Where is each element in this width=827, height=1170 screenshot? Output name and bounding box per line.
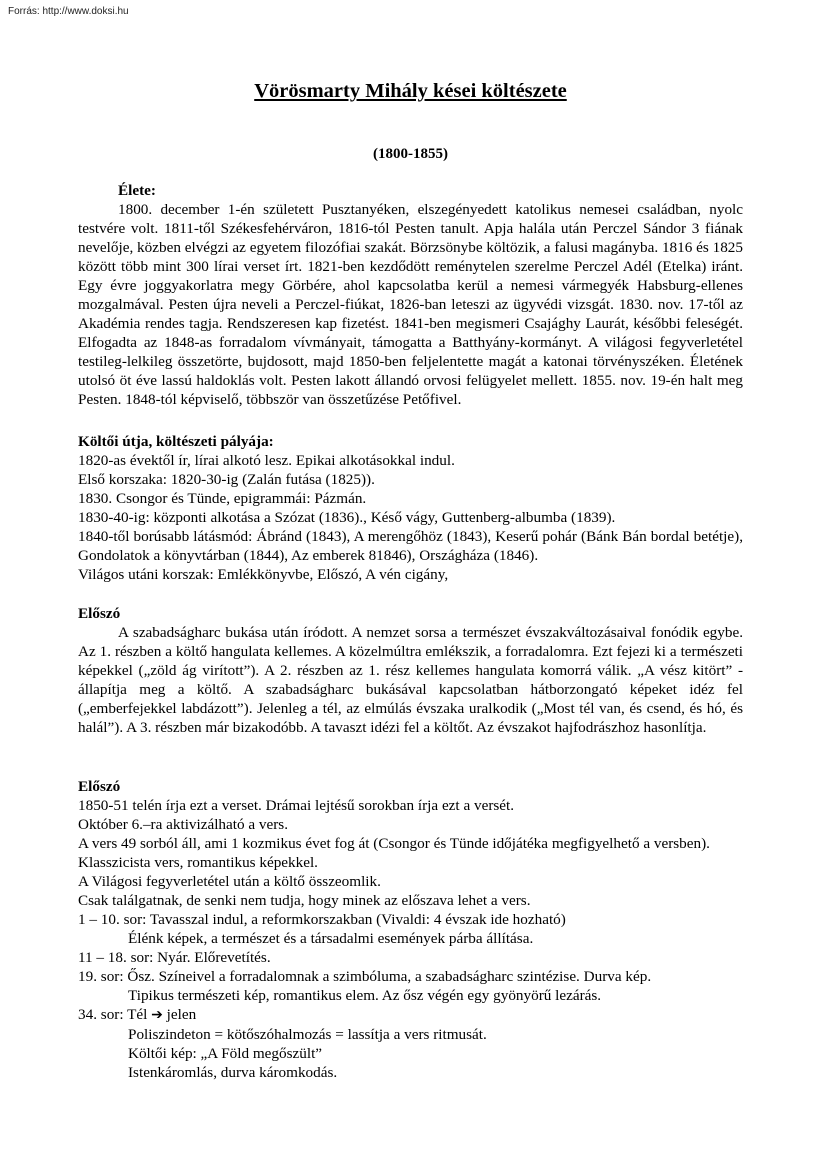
list-item: 1820-as évektől ír, lírai alkotó lesz. Epikai alkotásokkal indul.	[78, 452, 455, 469]
note-line: 1850-51 telén írja ezt a verset. Drámai lejtésű sorokban írja ezt a versét.	[78, 797, 515, 814]
note-line: 1 – 10. sor: Tavasszal indul, a reformkorszakban (Vivaldi: 4 évszak ide hozható)	[78, 911, 566, 928]
life-dates: (1800-1855)	[373, 146, 448, 162]
section-eloszo-2	[78, 777, 743, 1082]
note-line: 11 – 18. sor: Nyár. Előrevetítés.	[78, 949, 271, 966]
note-subline: Istenkáromlás, durva káromkodás.	[128, 1064, 338, 1081]
page-title: Vörösmarty Mihály kései költészete	[254, 80, 567, 102]
note-subline: Élénk képek, a természet és a társadalmi események párba állítása.	[128, 930, 534, 947]
section-palya	[78, 432, 743, 584]
section-heading-palya: Költői útja, költészeti pályája:	[78, 433, 274, 450]
note-subline: Tipikus természeti kép, romantikus elem. Az ősz végén egy gyönyörű lezárás.	[128, 987, 602, 1004]
paragraph-elete: 1800. december 1-én született Pusztanyéken, elszegényedett katolikus nemesei családban, nyolc testvére volt. 1811-től Székesfehérváron, 1816-tól Pesten tanult. Apja halála után Perczel Sándor 3 fiának nevelője, közben elvégzi az egyetem filozófiai szakát. Börzsönybe költözik, a falusi magányba. 1816 és 1825 között több mint 300 lírai verset írt. 1821-ben kezdődött reménytelen szerelme Perczel Adél (Etelka) iránt. Egy évre joggyakorlatra megy Görbére, ahol kapcsolatba kerül a nemesi vármegyék Habsburg-ellenes mozgalmával. Pesten újra neveli a Perczel-fiúkat, 1826-ban leteszi az ügyvédi vizsgát. 1830. nov. 17-től az Akadémia rendes tagja. Rendszeresen kap fizetést. 1841-ben megismeri Csajághy Laurát, későbbi feleségét. Elfogadta az 1848-as forradalom vívmányait, támogatta a Batthyány-kormányt. A világosi fegyverletétel testileg-lelkileg összetörte, bujdosott, majd 1850-ben feljelentette magát a katonai törvényszéken. Életének utolsó öt éve lassú haldoklás volt. Pesten lakott állandó orvosi felügyelet mellett. 1855. nov. 19-én halt meg Pesten. 1848-tól képviselő, többször van összetűzése Petőfivel.	[78, 201, 743, 408]
list-item: Világos utáni korszak: Emlékkönyvbe, Előszó, A vén cigány,	[78, 566, 449, 583]
note-line-tel	[78, 1005, 743, 1025]
paragraph-eloszo: A szabadságharc bukása után íródott. A nemzet sorsa a természet évszakváltozásaival fonódik egybe. Az 1. részben a költő hangulata kellemes. A közelmúltra emlékszik, a forradalomra. Ezt fejezi ki a természeti képekkel („zöld ág virított”). A 2. részben az 1. rész kellemes hangulata komorrá válik. „A vész kitört” - állapítja meg a költő. A szabadságharc bukásával kapcsolatban hátborzongató képeket idéz fel („emberfejekkel labdázott”). Jelenleg a tél, az elmúlás évszaka uralkodik („Most tél van, és csend, és hó, és halál”). A 3. részben már bizakodóbb. A tavaszt idézi fel a költőt. Az évszakot hajfodrászhoz hasonlítja.	[78, 624, 743, 736]
note-subline: Költői kép: „A Föld megőszült”	[128, 1045, 323, 1062]
section-eloszo-1	[78, 604, 743, 737]
note-line: Október 6.–ra aktivizálható a vers.	[78, 816, 289, 833]
note-line: A vers 49 sorból áll, ami 1 kozmikus évet fog át (Csongor és Tünde időjátéka megfigyelhető a versben). Klasszicista vers, romantikus képekkel.	[78, 835, 710, 871]
section-heading-eloszo-2: Előszó	[78, 778, 121, 795]
note-subline: Poliszindeton = kötőszóhalmozás = lassítja a vers ritmusát.	[128, 1026, 487, 1043]
section-heading-elete: Élete:	[118, 182, 156, 199]
list-item: 1830. Csongor és Tünde, epigrammái: Pázmán.	[78, 490, 367, 507]
source-label: Forrás: http://www.doksi.hu	[8, 6, 129, 17]
section-heading-eloszo: Előszó	[78, 605, 121, 622]
note-text: jelen	[166, 1006, 197, 1023]
list-item: 1840-től borúsabb látásmód: Ábránd (1843), A merengőhöz (1843), Keserű pohár (Bánk Bán bordal betétje), Gondolatok a könyvtárban (1844), Az emberek 81846), Országháza (1846).	[78, 528, 743, 564]
list-item: Első korszaka: 1820-30-ig (Zalán futása (1825)).	[78, 471, 375, 488]
note-text: 34. sor: Tél	[78, 1006, 148, 1023]
note-line: A Világosi fegyverletétel után a költő összeomlik.	[78, 873, 381, 890]
list-item: 1830-40-ig: központi alkotása a Szózat (1836)., Késő vágy, Guttenberg-albumba (1839).	[78, 509, 616, 526]
right-arrow-icon: ➔	[151, 1008, 163, 1023]
section-elete	[78, 181, 743, 409]
note-line: Csak találgatnak, de senki nem tudja, hogy minek az előszava lehet a vers.	[78, 892, 531, 909]
note-line: 19. sor: Ősz. Színeivel a forradalomnak a szimbóluma, a szabadságharc szintézise. Durva kép.	[78, 968, 652, 985]
